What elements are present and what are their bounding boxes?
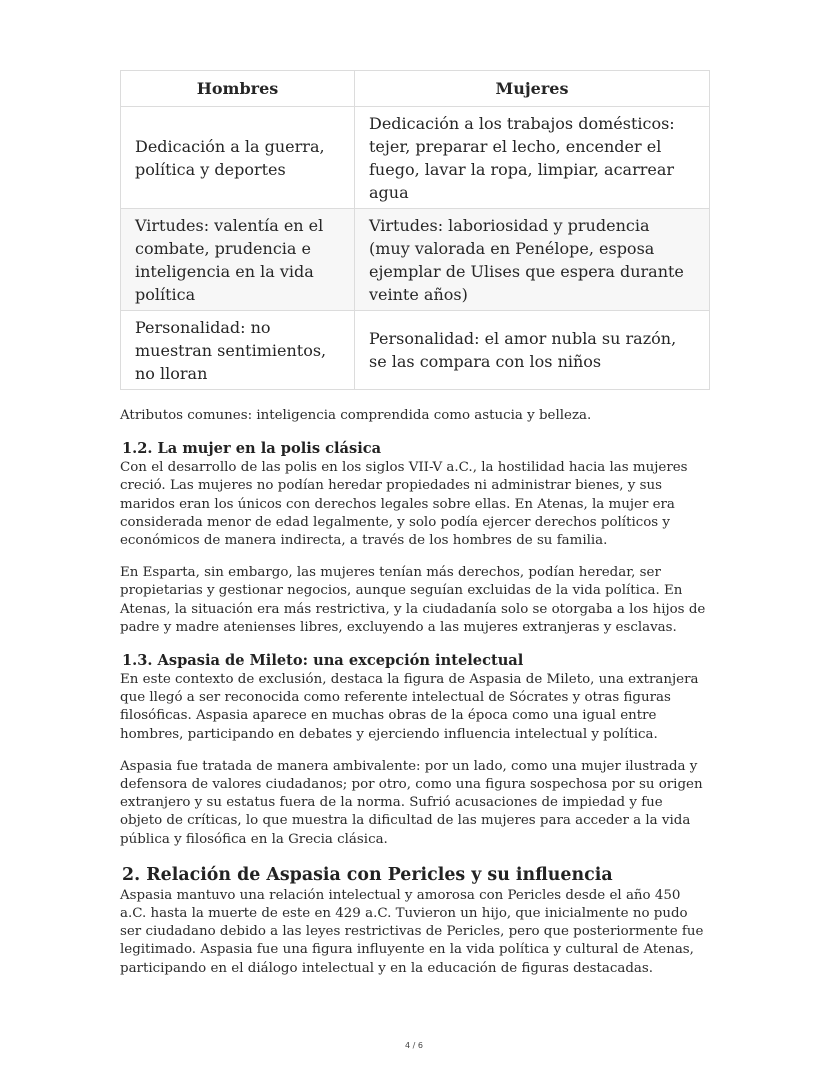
paragraph: En Esparta, sin embargo, las mujeres tenían más derechos, podían heredar, ser propietarias y gestionar negocios, aunque seguían excluidas de la vida política. En Atenas, la situación era más restrictiva, y la ciudadanía solo se otorgaba a los hijos de padre y madre atenienses libres, excluyendo a las mujeres extranjeras y esclavas. — [120, 565, 706, 635]
paragraph: Con el desarrollo de las polis en los siglos VII-V a.C., la hostilidad hacia las mujeres creció. Las mujeres no podían heredar propiedades ni administrar bienes, y sus maridos eran los únicos con derechos legales sobre ellas. En Atenas, la mujer era considerada menor de edad legalmente, y solo podía ejercer derechos políticos y económicos de manera indirecta, a través de los hombres de su familia. — [120, 460, 688, 549]
table-cell: Virtudes: valentía en el combate, prudencia e inteligencia en la vida política — [121, 209, 355, 311]
table-cell: Dedicación a los trabajos domésticos: tejer, preparar el lecho, encender el fuego, lavar la ropa, limpiar, acarrear agua — [355, 107, 710, 209]
column-header-mujeres: Mujeres — [355, 71, 710, 107]
table-row — [121, 311, 710, 390]
paragraph: Aspasia mantuvo una relación intelectual y amorosa con Pericles desde el año 450 a.C. hasta la muerte de este en 429 a.C. Tuvieron un hijo, que inicialmente no pudo ser ciudadano debido a las leyes restrictivas de Pericles, pero que posteriormente fue legitimado. Aspasia fue una figura influyente en la vida política y cultural de Atenas, participando en el diálogo intelectual y en la educación de figuras destacadas. — [120, 887, 704, 976]
document-page — [120, 70, 709, 978]
common-attributes-text: Atributos comunes: inteligencia comprendida como astucia y belleza. — [120, 408, 592, 423]
table-cell: Personalidad: no muestran sentimientos, no lloran — [121, 311, 355, 390]
table-row — [121, 107, 710, 209]
comparison-table — [120, 70, 710, 390]
table-row — [121, 209, 710, 311]
table-cell: Dedicación a la guerra, política y deportes — [121, 107, 355, 209]
heading-1-3: 1.3. Aspasia de Mileto: una excepción intelectual — [122, 652, 524, 670]
heading-1-2: 1.2. La mujer en la polis clásica — [122, 440, 382, 458]
paragraph: En este contexto de exclusión, destaca la figura de Aspasia de Mileto, una extranjera que llegó a ser reconocida como referente intelectual de Sócrates y otras figuras filosóficas. Aspasia aparece en muchas obras de la época como una igual entre hombres, participando en debates y ejerciendo influencia intelectual y política. — [120, 672, 699, 742]
heading-2: 2. Relación de Aspasia con Pericles y su influencia — [122, 864, 613, 885]
table-cell: Personalidad: el amor nubla su razón, se las compara con los niños — [355, 311, 710, 390]
table-cell: Virtudes: laboriosidad y prudencia (muy valorada en Penélope, esposa ejemplar de Ulises que espera durante veinte años) — [355, 209, 710, 311]
table-header-row — [121, 71, 710, 107]
column-header-hombres: Hombres — [121, 71, 355, 107]
page-number: 4 / 6 — [405, 1041, 423, 1050]
paragraph: Aspasia fue tratada de manera ambivalente: por un lado, como una mujer ilustrada y defensora de valores ciudadanos; por otro, como una figura sospechosa por su origen extranjero y su estatus fuera de la norma. Sufrió acusaciones de impiedad y fue objeto de críticas, lo que muestra la dificultad de las mujeres para acceder a la vida pública y filosófica en la Grecia clásica. — [120, 758, 703, 847]
